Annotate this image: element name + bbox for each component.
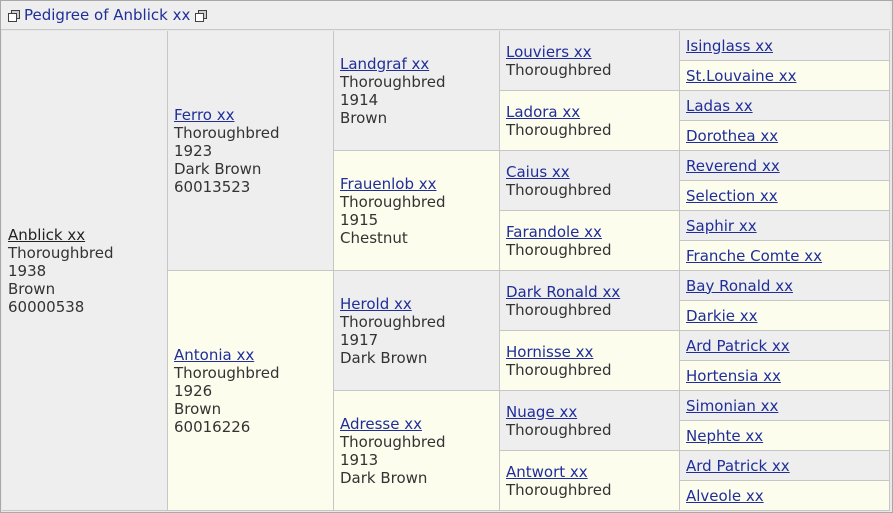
ancestor-name-link[interactable]: Simonian xx — [686, 396, 779, 415]
window-restore-icon[interactable] — [195, 10, 206, 21]
great-grandparent-name-link[interactable]: Antwort xx — [506, 462, 588, 481]
grandparent-cell — [334, 31, 500, 151]
subject-breed: Thoroughbred — [8, 243, 114, 262]
ancestor-name-link[interactable]: Nephte xx — [686, 426, 764, 445]
grandparent-color: Dark Brown — [340, 468, 428, 487]
ancestor-cell — [680, 61, 890, 91]
ancestor-cell — [680, 241, 890, 271]
dam-id: 60016226 — [174, 417, 251, 436]
ancestor-cell — [680, 331, 890, 361]
grandparent-name-link[interactable]: Adresse xx — [340, 414, 422, 433]
grandparent-name-link[interactable]: Frauenlob xx — [340, 174, 437, 193]
ancestor-name-link[interactable]: Darkie xx — [686, 306, 758, 325]
ancestor-cell — [680, 451, 890, 481]
ancestor-name-link[interactable]: Ard Patrick xx — [686, 336, 790, 355]
ancestor-name-link[interactable]: Hortensia xx — [686, 366, 781, 385]
great-grandparent-cell — [500, 271, 680, 331]
great-grandparent-breed: Thoroughbred — [506, 360, 612, 379]
ancestor-name-link[interactable]: Selection xx — [686, 186, 778, 205]
window-restore-icon[interactable] — [8, 10, 19, 21]
sire-name-link[interactable]: Ferro xx — [174, 105, 235, 124]
grandparent-breed: Thoroughbred — [340, 312, 446, 331]
ancestor-cell — [680, 91, 890, 121]
grandparent-name-link[interactable]: Herold xx — [340, 294, 412, 313]
great-grandparent-name-link[interactable]: Farandole xx — [506, 222, 602, 241]
grandparent-color: Chestnut — [340, 228, 408, 247]
ancestor-name-link[interactable]: Ladas xx — [686, 96, 753, 115]
dam-breed: Thoroughbred — [174, 363, 280, 382]
ancestor-name-link[interactable]: Ard Patrick xx — [686, 456, 790, 475]
great-grandparent-name-link[interactable]: Caius xx — [506, 162, 570, 181]
ancestor-cell — [680, 151, 890, 181]
grandparent-cell — [334, 391, 500, 511]
great-grandparent-breed: Thoroughbred — [506, 300, 612, 319]
ancestor-cell — [680, 301, 890, 331]
sire-id: 60013523 — [174, 177, 251, 196]
sire-cell — [168, 31, 334, 271]
dam-color: Brown — [174, 399, 222, 418]
great-grandparent-cell — [500, 391, 680, 451]
great-grandparent-breed: Thoroughbred — [506, 480, 612, 499]
great-grandparent-name-link[interactable]: Louviers xx — [506, 42, 592, 61]
ancestor-cell — [680, 211, 890, 241]
ancestor-cell — [680, 361, 890, 391]
dam-cell — [168, 271, 334, 511]
subject-cell — [2, 31, 168, 511]
great-grandparent-name-link[interactable]: Nuage xx — [506, 402, 578, 421]
ancestor-name-link[interactable]: Dorothea xx — [686, 126, 779, 145]
pedigree-header — [1, 1, 890, 30]
ancestor-cell — [680, 121, 890, 151]
ancestor-cell — [680, 31, 890, 61]
great-grandparent-name-link[interactable]: Dark Ronald xx — [506, 282, 621, 301]
ancestor-name-link[interactable]: Isinglass xx — [686, 36, 773, 55]
ancestor-name-link[interactable]: Alveole xx — [686, 486, 764, 505]
ancestor-cell — [680, 181, 890, 211]
dam-name-link[interactable]: Antonia xx — [174, 345, 255, 364]
great-grandparent-breed: Thoroughbred — [506, 180, 612, 199]
great-grandparent-cell — [500, 91, 680, 151]
sire-year: 1923 — [174, 141, 213, 160]
great-grandparent-breed: Thoroughbred — [506, 120, 612, 139]
ancestor-name-link[interactable]: Saphir xx — [686, 216, 757, 235]
grandparent-breed: Thoroughbred — [340, 72, 446, 91]
subject-year: 1938 — [8, 261, 47, 280]
grandparent-year: 1913 — [340, 450, 379, 469]
ancestor-name-link[interactable]: Reverend xx — [686, 156, 780, 175]
ancestor-cell — [680, 271, 890, 301]
dam-year: 1926 — [174, 381, 213, 400]
great-grandparent-cell — [500, 211, 680, 271]
ancestor-name-link[interactable]: Franche Comte xx — [686, 246, 823, 265]
grandparent-cell — [334, 271, 500, 391]
ancestor-cell — [680, 421, 890, 451]
great-grandparent-breed: Thoroughbred — [506, 240, 612, 259]
great-grandparent-cell — [500, 31, 680, 91]
sire-breed: Thoroughbred — [174, 123, 280, 142]
subject-id: 60000538 — [8, 297, 85, 316]
subject-name-link[interactable]: Anblick xx — [8, 225, 86, 244]
grandparent-year: 1917 — [340, 330, 379, 349]
ancestor-name-link[interactable]: Bay Ronald xx — [686, 276, 793, 295]
grandparent-breed: Thoroughbred — [340, 432, 446, 451]
subject-color: Brown — [8, 279, 56, 298]
great-grandparent-name-link[interactable]: Hornisse xx — [506, 342, 594, 361]
grandparent-year: 1914 — [340, 90, 379, 109]
great-grandparent-cell — [500, 331, 680, 391]
great-grandparent-cell — [500, 451, 680, 511]
great-grandparent-name-link[interactable]: Ladora xx — [506, 102, 581, 121]
great-grandparent-breed: Thoroughbred — [506, 420, 612, 439]
sire-color: Dark Brown — [174, 159, 262, 178]
grandparent-year: 1915 — [340, 210, 379, 229]
grandparent-color: Dark Brown — [340, 348, 428, 367]
grandparent-cell — [334, 151, 500, 271]
grandparent-color: Brown — [340, 108, 388, 127]
grandparent-breed: Thoroughbred — [340, 192, 446, 211]
ancestor-cell — [680, 391, 890, 421]
ancestor-cell — [680, 481, 890, 511]
great-grandparent-cell — [500, 151, 680, 211]
page-title: Pedigree of Anblick xx — [24, 6, 191, 24]
ancestor-name-link[interactable]: St.Louvaine xx — [686, 66, 797, 85]
grandparent-name-link[interactable]: Landgraf xx — [340, 54, 430, 73]
great-grandparent-breed: Thoroughbred — [506, 60, 612, 79]
